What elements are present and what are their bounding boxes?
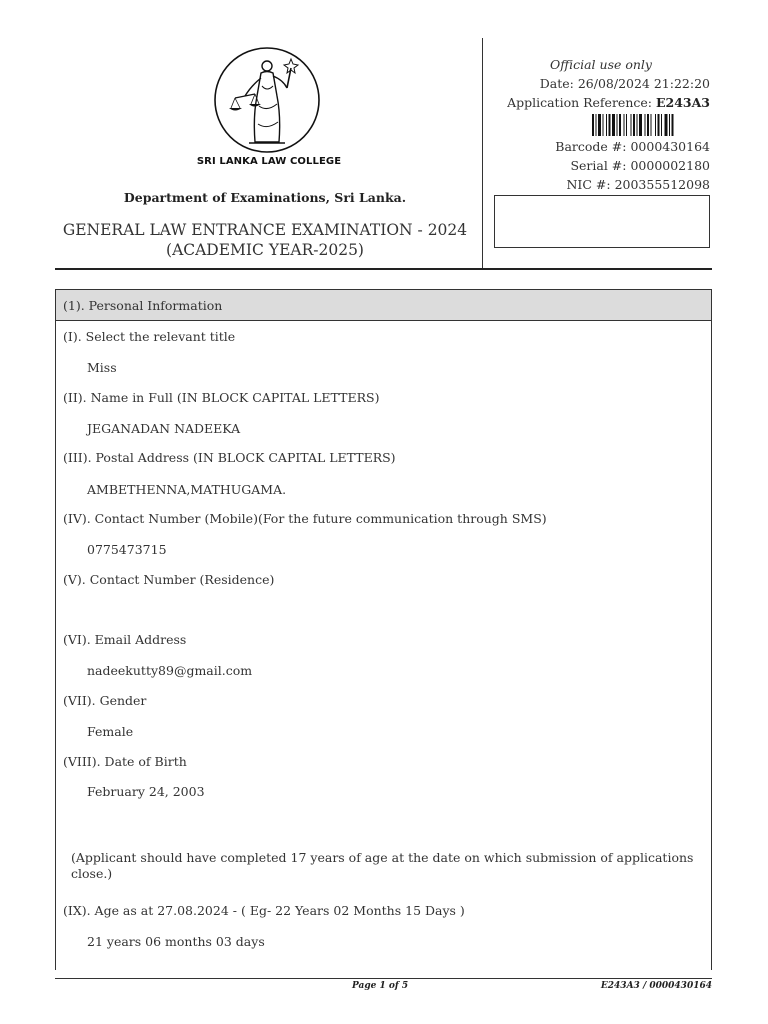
field-answer: February 24, 2003 [87, 784, 205, 799]
barcode-value: 0000430164 [630, 139, 710, 154]
header-vertical-divider [482, 38, 483, 269]
page-number: Page 1 of 5 [352, 981, 409, 991]
empty-box [494, 195, 710, 248]
field-answer: nadeekutty89@gmail.com [87, 663, 253, 678]
personal-information-section [55, 289, 712, 970]
exam-title-line2: (ACADEMIC YEAR-2025) [166, 241, 364, 259]
official-use-label: Official use only [550, 57, 652, 72]
barcode-line [555, 139, 710, 154]
official-use-panel [490, 38, 712, 268]
exam-title [55, 220, 475, 260]
justice-goddess-logo-icon [213, 46, 321, 154]
serial-line [570, 158, 710, 173]
serial-value: 0000002180 [630, 158, 710, 173]
header-horizontal-divider [55, 268, 712, 270]
field-question: (II). Name in Full (IN BLOCK CAPITAL LETTERS) [63, 390, 380, 405]
exam-title-line1: GENERAL LAW ENTRANCE EXAMINATION - 2024 [62, 221, 468, 239]
section-title: (1). Personal Information [63, 298, 223, 313]
field-answer: Female [87, 724, 134, 739]
application-reference-line [507, 95, 710, 110]
field-question: (IX). Age as at 27.08.2024 - ( Eg- 22 Years 02 Months 15 Days ) [63, 903, 465, 918]
field-answer: 0775473715 [87, 542, 167, 557]
app-ref-label: Application Reference: [507, 95, 652, 110]
field-answer: 21 years 06 months 03 days [87, 934, 265, 949]
field-question: (VII). Gender [63, 693, 147, 708]
nic-label: NIC #: [566, 177, 611, 192]
nic-line [566, 177, 710, 192]
nic-value: 200355512098 [614, 177, 710, 192]
age-requirement-note: (Applicant should have completed 17 years of age at the date on which submission of applications close.) [71, 850, 694, 881]
field-question: (III). Postal Address (IN BLOCK CAPITAL LETTERS) [63, 450, 396, 465]
field-answer: AMBETHENNA,MATHUGAMA. [87, 482, 287, 497]
barcode-label: Barcode #: [555, 139, 627, 154]
section-header [56, 290, 711, 321]
app-ref-value: E243A3 [655, 95, 710, 110]
field-answer: JEGANADAN NADEEKA [87, 421, 241, 436]
field-question: (VIII). Date of Birth [63, 754, 187, 769]
footer-divider [55, 978, 712, 979]
date-value: 26/08/2024 21:22:20 [577, 76, 710, 91]
barcode-icon [592, 114, 710, 136]
department-title: Department of Examinations, Sri Lanka. [123, 190, 407, 205]
college-name: SRI LANKA LAW COLLEGE [196, 156, 342, 167]
header-left [55, 38, 483, 268]
field-answer: Miss [87, 360, 117, 375]
field-question: (V). Contact Number (Residence) [63, 572, 275, 587]
field-question: (IV). Contact Number (Mobile)(For the future communication through SMS) [63, 511, 547, 526]
field-question: (VI). Email Address [63, 632, 187, 647]
footer-reference: E243A3 / 0000430164 [600, 981, 712, 991]
serial-label: Serial #: [570, 158, 627, 173]
field-question: (I). Select the relevant title [63, 329, 236, 344]
date-label: Date: [539, 76, 574, 91]
date-line [540, 76, 710, 91]
